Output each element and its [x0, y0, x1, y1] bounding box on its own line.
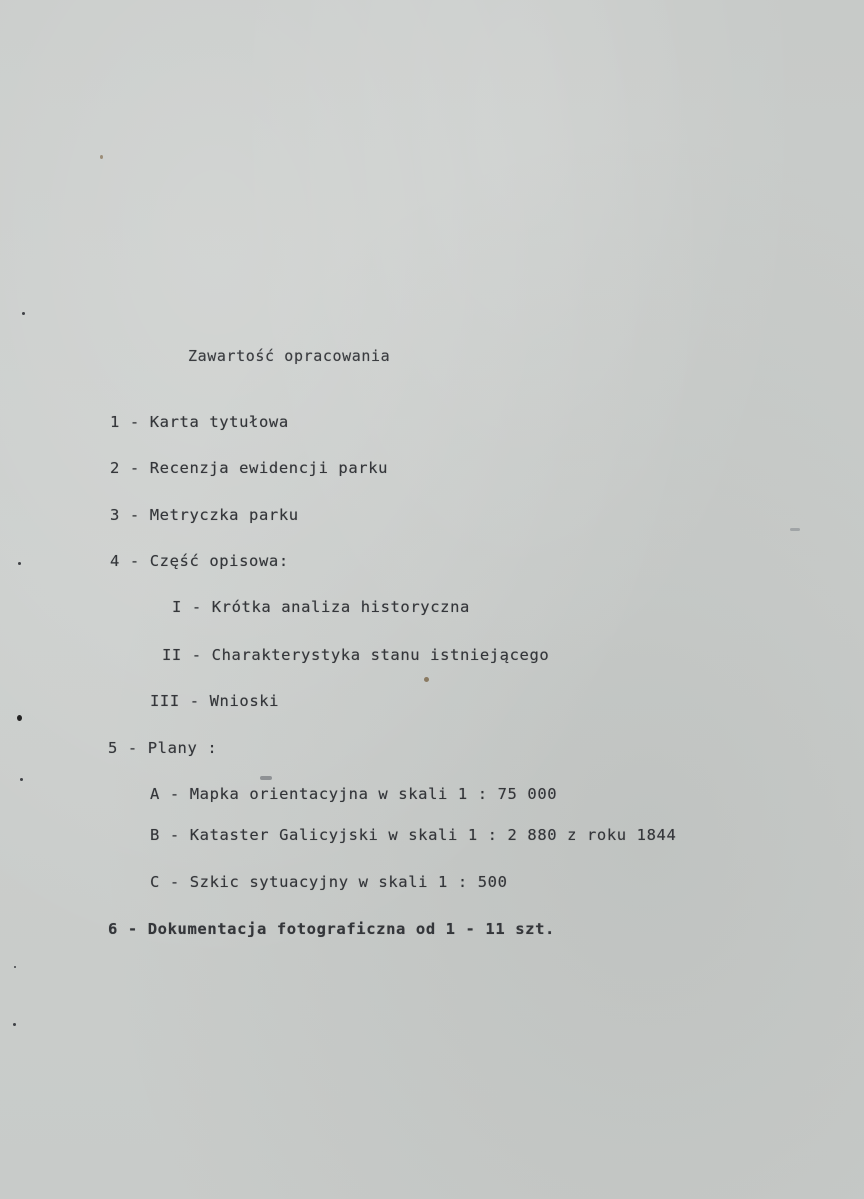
- contents-subitem-5-b: B - Kataster Galicyjski w skali 1 : 2 880 z roku 1844: [150, 826, 677, 844]
- contents-item-3: 3 - Metryczka parku: [110, 506, 299, 524]
- document-title: Zawartość opracowania: [188, 347, 391, 365]
- paper-speck: [17, 715, 22, 721]
- contents-subitem-4-3: III - Wnioski: [150, 692, 280, 710]
- contents-item-2: 2 - Recenzja ewidencji parku: [110, 459, 389, 477]
- contents-subitem-4-1: I - Krótka analiza historyczna: [172, 598, 470, 616]
- paper-speck: [790, 528, 800, 531]
- paper-speck: [13, 1023, 16, 1026]
- paper-speck: [20, 778, 23, 781]
- contents-item-6: 6 - Dokumentacja fotograficzna od 1 - 11 szt.: [108, 920, 555, 938]
- paper-speck: [14, 966, 16, 968]
- contents-item-1: 1 - Karta tytułowa: [110, 413, 289, 431]
- contents-subitem-5-c: C - Szkic sytuacyjny w skali 1 : 500: [150, 873, 508, 891]
- contents-item-5: 5 - Plany :: [108, 739, 218, 757]
- contents-item-4: 4 - Część opisowa:: [110, 552, 289, 570]
- contents-subitem-4-2: II - Charakterystyka stanu istniejącego: [162, 646, 550, 664]
- paper-speck: [100, 155, 103, 159]
- paper-speck: [260, 776, 272, 780]
- paper-speck: [424, 677, 429, 682]
- contents-subitem-5-a: A - Mapka orientacyjna w skali 1 : 75 000: [150, 785, 558, 803]
- paper-speck: [18, 562, 21, 565]
- paper-speck: [22, 312, 25, 315]
